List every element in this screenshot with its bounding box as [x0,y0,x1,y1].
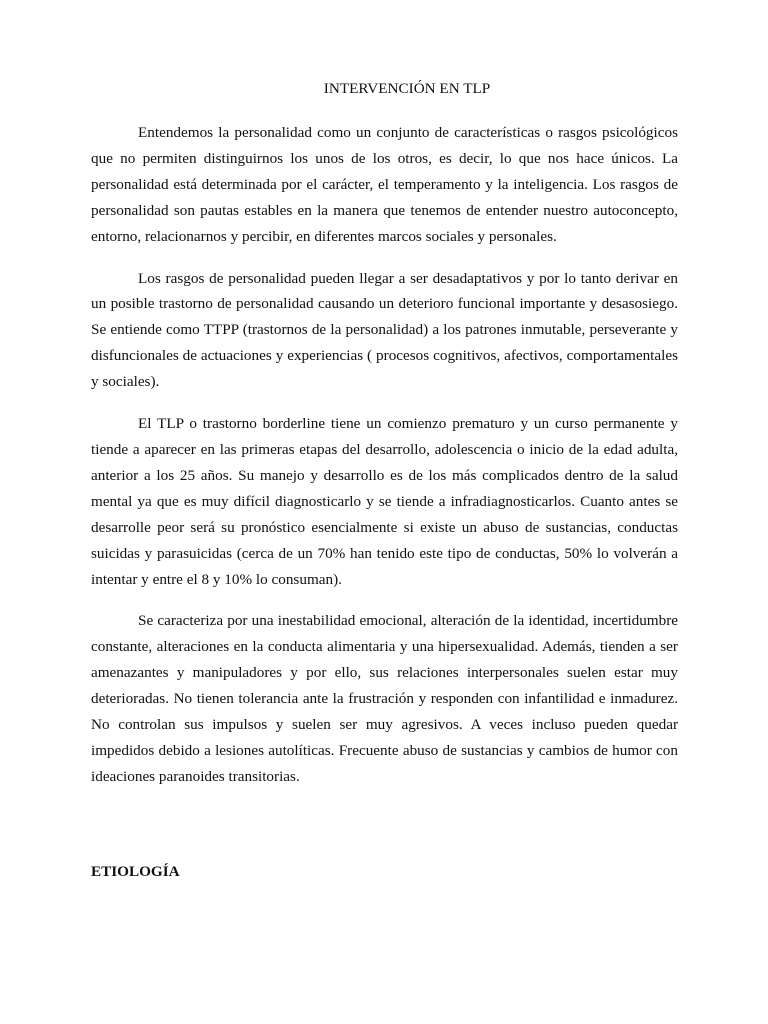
section-heading-etiology: ETIOLOGÍA [91,863,180,880]
paragraph-personality-definition: Entendemos la personalidad como un conjunto de características o rasgos psicológicos que no permiten distinguirnos los unos de los otros, es decir, lo que nos hace únicos. La personalidad está determinada por el carácter, el temperamento y la inteligencia. Los rasgos de personalidad son pautas estables en la manera que tenemos de entender nuestro autoconcepto, entorno, relacionarnos y percibir, en diferentes marcos sociales y personales. [91,124,678,245]
paragraph-tlp-characteristics: Se caracteriza por una inestabilidad emocional, alteración de la identidad, incertidumbre constante, alteraciones en la conducta alimentaria y una hipersexualidad. Además, tienden a ser amenazantes y manipuladores y por ello, sus relaciones interpersonales suelen estar muy deterioradas. No tienen tolerancia ante la frustración y responden con infantilidad e inmadurez. No controlan sus impulsos y suelen ser muy agresivos. A veces incluso pueden quedar impedidos debido a lesiones autolíticas. Frecuente abuso de sustancias y cambios de humor con ideaciones paranoides transitorias. [91,612,678,785]
document-body [91,120,678,806]
paragraph-personality-disorders: Los rasgos de personalidad pueden llegar a ser desadaptativos y por lo tanto derivar en un posible trastorno de personalidad causando un deterioro funcional importante y desasosiego. Se entiende como TTPP (trastornos de la personalidad) a los patrones inmutable, perseverante y disfuncionales de actuaciones y experiencias ( procesos cognitivos, afectivos, comportamentales y sociales). [91,269,678,391]
paragraph-tlp-onset: El TLP o trastorno borderline tiene un comienzo prematuro y un curso permanente y tiende a aparecer en las primeras etapas del desarrollo, adolescencia o inicio de la edad adulta, anterior a los 25 años. Su manejo y desarrollo es de los más complicados dentro de la salud mental ya que es muy difícil diagnosticarlo y se tiende a infradiagnosticarlos. Cuanto antes se desarrolle peor será su pronóstico esencialmente si existe un abuso de sustancias, conductas suicidas y parasuicidas (cerca de un 70% han tenido este tipo de conductas, 50% lo volverán a intentar y entre el 8 y 10% lo consuman). [91,415,678,588]
document-title: INTERVENCIÓN EN TLP [323,80,491,97]
